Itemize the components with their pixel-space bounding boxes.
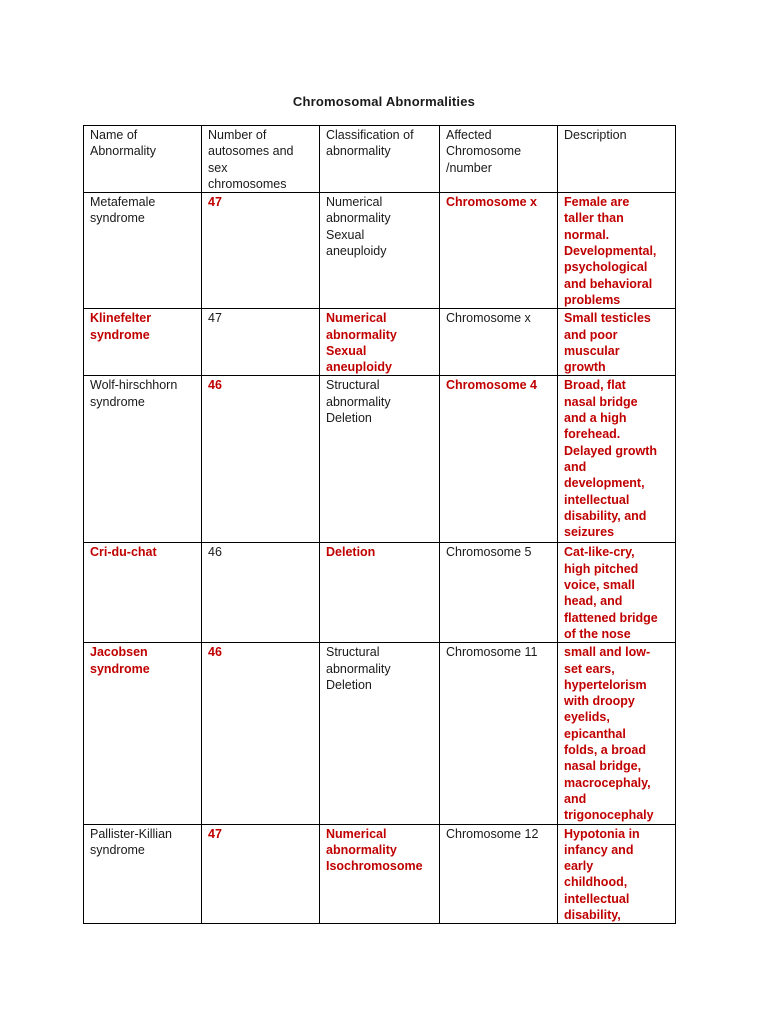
cell-line: abnormality [326, 842, 397, 857]
cell-line: and [564, 791, 587, 806]
cell-line: 47 [208, 826, 222, 841]
cell-line: Deletion [326, 677, 372, 692]
cell-affected-chromosome [440, 193, 558, 309]
cell-line: 47 [208, 311, 222, 326]
cell-line: Delayed growth [564, 443, 658, 458]
cell-line: Sexual [326, 227, 365, 242]
header-line: autosomes and [208, 144, 294, 159]
cell-line: and a high [564, 411, 627, 426]
header-number-of-chromosomes [202, 126, 320, 193]
cell-name [84, 824, 202, 924]
cell-line: seizures [564, 525, 615, 540]
cell-line: Wolf-hirschhorn [90, 378, 178, 393]
cell-line: head, and [564, 594, 623, 609]
cell-line: and [564, 459, 587, 474]
header-line: abnormality [326, 144, 391, 159]
cell-line: intellectual [564, 891, 630, 906]
cell-line: syndrome [90, 661, 150, 676]
cell-classification [320, 543, 440, 643]
cell-line: Deletion [326, 545, 376, 560]
cell-line: and poor [564, 327, 618, 342]
cell-classification [320, 643, 440, 824]
table-row [84, 824, 676, 924]
cell-line: early [564, 859, 594, 874]
cell-line: Structural [326, 645, 380, 660]
cell-line: nasal bridge, [564, 759, 642, 774]
header-line: Name of [90, 128, 138, 142]
cell-name [84, 309, 202, 376]
cell-chromosome-count [202, 543, 320, 643]
cell-line: intellectual [564, 492, 630, 507]
cell-line: Numerical [326, 195, 383, 210]
cell-line: muscular [564, 343, 620, 358]
cell-line: hypertelorism [564, 677, 647, 692]
cell-line: childhood, [564, 875, 628, 890]
cell-line: problems [564, 292, 621, 307]
cell-line: syndrome [90, 842, 145, 857]
cell-classification [320, 193, 440, 309]
cell-line: Numerical [326, 311, 387, 326]
header-description [558, 126, 676, 193]
cell-line: syndrome [90, 211, 145, 226]
header-line: /number [446, 160, 492, 175]
header-line: Abnormality [90, 144, 156, 159]
cell-name [84, 193, 202, 309]
cell-line: Sexual [326, 343, 367, 358]
cell-line: Developmental, [564, 244, 657, 259]
header-line: sex [208, 160, 228, 175]
cell-line: Chromosome 12 [446, 826, 539, 841]
cell-chromosome-count [202, 643, 320, 824]
cell-line: aneuploidy [326, 360, 392, 375]
cell-affected-chromosome [440, 824, 558, 924]
cell-line: Hypotonia in [564, 826, 640, 841]
cell-line: growth [564, 360, 606, 375]
cell-line: Chromosome 4 [446, 378, 537, 393]
cell-line: abnormality [326, 661, 391, 676]
cell-line: normal. [564, 227, 610, 242]
cell-line: 46 [208, 378, 222, 393]
cell-line: 46 [208, 545, 222, 560]
header-line: Chromosome [446, 144, 522, 159]
cell-line: and behavioral [564, 276, 653, 291]
cell-chromosome-count [202, 376, 320, 543]
cell-line: Small testicles [564, 311, 651, 326]
cell-line: abnormality [326, 394, 391, 409]
cell-line: set ears, [564, 661, 615, 676]
cell-line: Female are [564, 195, 630, 210]
cell-line: Isochromosome [326, 859, 423, 874]
cell-line: taller than [564, 211, 624, 226]
cell-description [558, 824, 676, 924]
cell-classification [320, 376, 440, 543]
header-line: Description [564, 128, 627, 142]
cell-description [558, 543, 676, 643]
cell-line: syndrome [90, 394, 145, 409]
cell-name [84, 643, 202, 824]
cell-name [84, 543, 202, 643]
cell-line: Chromosome 11 [446, 645, 538, 660]
cell-name [84, 376, 202, 543]
cell-description [558, 309, 676, 376]
cell-line: Pallister-Killian [90, 826, 172, 841]
cell-chromosome-count [202, 824, 320, 924]
header-line: chromosomes [208, 176, 287, 191]
cell-line: Metafemale [90, 195, 156, 210]
table-row [84, 543, 676, 643]
cell-line: Cri-du-chat [90, 545, 157, 560]
cell-line: syndrome [90, 327, 150, 342]
cell-line: 46 [208, 645, 222, 660]
cell-classification [320, 309, 440, 376]
cell-line: nasal bridge [564, 394, 638, 409]
table-body [84, 126, 676, 924]
cell-line: Chromosome 5 [446, 545, 532, 560]
cell-affected-chromosome [440, 376, 558, 543]
header-classification [320, 126, 440, 193]
header-line: Affected [446, 128, 492, 142]
header-affected-chromosome [440, 126, 558, 193]
cell-description [558, 643, 676, 824]
cell-affected-chromosome [440, 309, 558, 376]
header-line: Classification of [326, 128, 414, 142]
cell-line: epicanthal [564, 726, 626, 741]
cell-line: aneuploidy [326, 244, 387, 259]
cell-description [558, 193, 676, 309]
header-name-of-abnormality [84, 126, 202, 193]
cell-chromosome-count [202, 309, 320, 376]
cell-line: voice, small [564, 578, 635, 593]
cell-line: Jacobsen [90, 645, 148, 660]
cell-line: Broad, flat [564, 378, 626, 393]
table-row [84, 643, 676, 824]
cell-classification [320, 824, 440, 924]
cell-affected-chromosome [440, 643, 558, 824]
cell-line: psychological [564, 260, 648, 275]
abnormalities-table [83, 125, 676, 924]
cell-line: abnormality [326, 327, 397, 342]
cell-line: Deletion [326, 411, 372, 426]
table-row [84, 193, 676, 309]
cell-line: Cat-like-cry, [564, 545, 635, 560]
cell-line: 47 [208, 195, 222, 210]
cell-line: Structural [326, 378, 380, 393]
cell-line: trigonocephaly [564, 808, 654, 823]
table-header-row [84, 126, 676, 193]
cell-line: with droopy [564, 694, 635, 709]
cell-line: macrocephaly, [564, 775, 651, 790]
cell-line: flattened bridge [564, 610, 658, 625]
cell-line: forehead. [564, 427, 621, 442]
cell-line: Klinefelter [90, 311, 152, 326]
cell-description [558, 376, 676, 543]
cell-chromosome-count [202, 193, 320, 309]
cell-line: eyelids, [564, 710, 610, 725]
cell-line: of the nose [564, 626, 631, 641]
cell-line: infancy and [564, 842, 634, 857]
cell-line: folds, a broad [564, 743, 646, 758]
cell-line: Numerical [326, 826, 387, 841]
cell-line: disability, [564, 907, 621, 922]
cell-line: abnormality [326, 211, 391, 226]
page-title: Chromosomal Abnormalities [292, 94, 476, 109]
table-row [84, 376, 676, 543]
table-row [84, 309, 676, 376]
cell-affected-chromosome [440, 543, 558, 643]
cell-line: disability, and [564, 508, 647, 523]
cell-line: high pitched [564, 561, 639, 576]
header-line: Number of [208, 128, 267, 142]
cell-line: small and low- [564, 645, 651, 660]
cell-line: Chromosome x [446, 195, 537, 210]
cell-line: Chromosome x [446, 311, 531, 326]
cell-line: development, [564, 476, 645, 491]
